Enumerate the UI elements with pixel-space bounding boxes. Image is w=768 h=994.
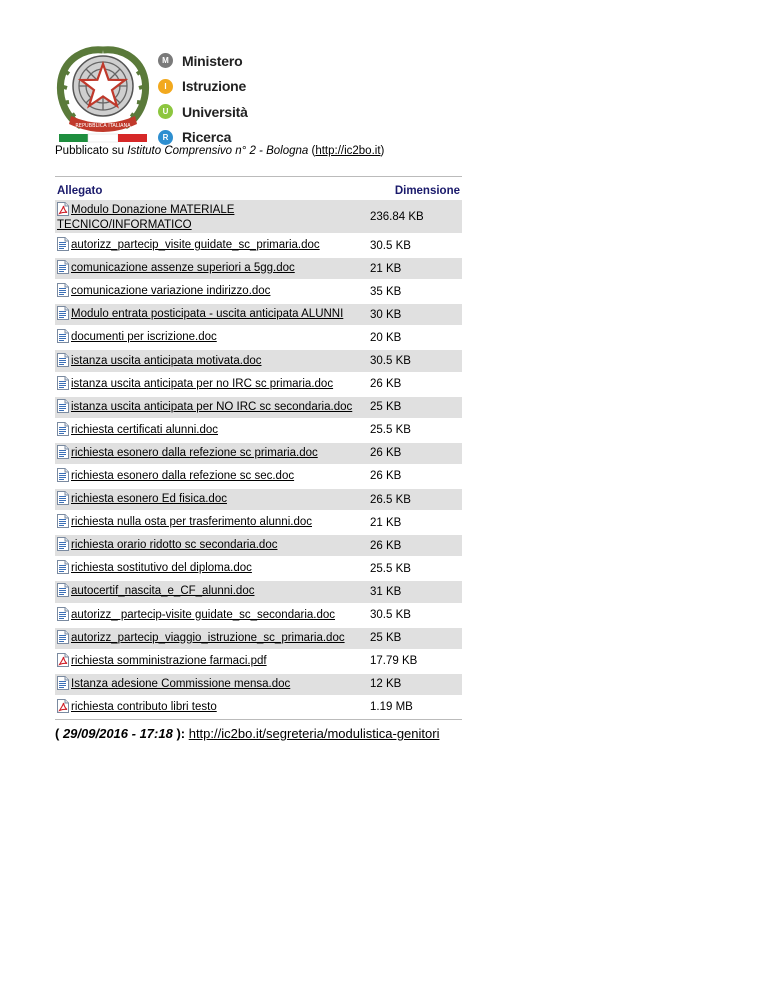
table-row <box>55 281 462 304</box>
table-row <box>55 258 462 281</box>
doc-file-icon <box>57 676 69 693</box>
doc-file-icon <box>57 399 69 416</box>
table-row <box>55 651 462 674</box>
attachment-size: 35 KB <box>364 281 462 304</box>
doc-file-icon <box>57 445 69 462</box>
ministry-word: Ministero <box>182 52 243 69</box>
attachment-cell <box>55 420 364 443</box>
ministry-word: Ricerca <box>182 129 232 146</box>
ministry-bullet-u: U <box>158 104 173 119</box>
doc-file-icon <box>57 514 69 531</box>
attachment-size: 25 KB <box>364 628 462 651</box>
emblem-ribbon-text: REPUBBLICA ITALIANA <box>75 123 131 129</box>
ministry-bullet-i: I <box>158 79 173 94</box>
doc-file-icon <box>57 537 69 554</box>
footer-close: ): <box>172 726 189 741</box>
attachment-size: 1.19 MB <box>364 697 462 720</box>
attachment-link[interactable]: comunicazione assenze superiori a 5gg.doc <box>71 262 295 275</box>
attachment-cell <box>55 327 364 350</box>
bottom-divider <box>55 719 462 720</box>
attachment-link[interactable]: Modulo entrata posticipata - uscita anticipata ALUNNI <box>71 308 344 321</box>
table-row <box>55 327 462 350</box>
published-line <box>55 145 384 157</box>
footer-open: ( <box>55 726 63 741</box>
attachment-cell <box>55 281 364 304</box>
attachment-cell <box>55 697 364 720</box>
attachment-size: 30 KB <box>364 304 462 327</box>
ministry-bullet-r: R <box>158 130 173 145</box>
table-row <box>55 489 462 512</box>
footer-url-link[interactable]: http://ic2bo.it/segreteria/modulistica-genitori <box>188 726 440 741</box>
ministry-bullet-m: M <box>158 53 173 68</box>
attachment-cell <box>55 443 364 466</box>
doc-file-icon <box>57 376 69 393</box>
attachment-size: 17.79 KB <box>364 651 462 674</box>
attachment-link[interactable]: richiesta orario ridotto sc secondaria.doc <box>71 539 278 552</box>
pdf-file-icon <box>57 653 69 670</box>
attachment-cell <box>55 374 364 397</box>
attachment-size: 26.5 KB <box>364 489 462 512</box>
attachment-link[interactable]: autorizz_ partecip-visite guidate_sc_secondaria.doc <box>71 608 336 621</box>
doc-file-icon <box>57 329 69 346</box>
attachment-cell <box>55 605 364 628</box>
published-prefix: Pubblicato su <box>55 145 128 157</box>
attachment-size: 26 KB <box>364 535 462 558</box>
attachment-cell <box>55 558 364 581</box>
ministry-row-universita <box>158 99 248 125</box>
ministry-word: Istruzione <box>182 78 247 95</box>
attachment-cell <box>55 304 364 327</box>
attachment-cell <box>55 235 364 258</box>
attachment-cell <box>55 628 364 651</box>
attachment-link[interactable]: richiesta somministrazione farmaci.pdf <box>71 654 267 667</box>
doc-file-icon <box>57 237 69 254</box>
ministry-word: Università <box>182 103 248 120</box>
table-row <box>55 605 462 628</box>
attachment-link[interactable]: autorizz_partecip_visite guidate_sc_primaria.doc <box>71 239 320 252</box>
top-divider <box>55 176 462 177</box>
table-row <box>55 350 462 373</box>
attachment-size: 25.5 KB <box>364 558 462 581</box>
footer-date: 29/09/2016 - 17:18 <box>62 726 173 741</box>
table-row <box>55 674 462 697</box>
published-open-paren: ( <box>308 145 316 157</box>
attachment-link[interactable]: documenti per iscrizione.doc <box>71 331 217 344</box>
doc-file-icon <box>57 468 69 485</box>
attachment-size: 25.5 KB <box>364 420 462 443</box>
doc-file-icon <box>57 283 69 300</box>
ministry-row-istruzione <box>158 74 248 100</box>
attachment-size: 12 KB <box>364 674 462 697</box>
table-row <box>55 304 462 327</box>
attachment-size: 21 KB <box>364 258 462 281</box>
attachment-link[interactable]: Modulo Donazione MATERIALE TECNICO/INFORMATICO <box>57 204 235 231</box>
attachment-cell <box>55 258 364 281</box>
doc-file-icon <box>57 422 69 439</box>
attachment-link[interactable]: richiesta nulla osta per trasferimento alunni.doc <box>71 516 312 529</box>
doc-file-icon <box>57 560 69 577</box>
table-row <box>55 512 462 535</box>
attachment-link[interactable]: richiesta contributo libri testo <box>71 700 217 713</box>
doc-file-icon <box>57 630 69 647</box>
attachment-link[interactable]: istanza uscita anticipata per NO IRC sc secondaria.doc <box>71 400 353 413</box>
attachment-size: 26 KB <box>364 466 462 489</box>
column-header-attachment: Allegato <box>57 184 103 197</box>
table-row <box>55 443 462 466</box>
attachment-size: 30.5 KB <box>364 605 462 628</box>
doc-file-icon <box>57 260 69 277</box>
attachment-link[interactable]: richiesta esonero Ed fisica.doc <box>71 493 227 506</box>
attachment-size: 26 KB <box>364 374 462 397</box>
table-row <box>55 397 462 420</box>
doc-file-icon <box>57 491 69 508</box>
doc-file-icon <box>57 353 69 370</box>
attachment-cell <box>55 350 364 373</box>
attachment-size: 21 KB <box>364 512 462 535</box>
published-site: Istituto Comprensivo n° 2 - Bologna <box>127 145 309 157</box>
table-row <box>55 374 462 397</box>
footer-line <box>55 726 439 741</box>
attachment-size: 20 KB <box>364 327 462 350</box>
ministry-row-ministero <box>158 48 248 74</box>
attachment-link[interactable]: richiesta esonero dalla refezione sc sec.doc <box>71 469 295 482</box>
doc-file-icon <box>57 306 69 323</box>
doc-file-icon <box>57 607 69 624</box>
table-header-row <box>55 181 462 200</box>
table-row <box>55 235 462 258</box>
ministry-logo <box>158 48 248 150</box>
attachment-cell <box>55 200 364 235</box>
attachment-link[interactable]: istanza uscita anticipata per no IRC sc primaria.doc <box>71 377 334 390</box>
attachment-link[interactable]: richiesta sostitutivo del diploma.doc <box>71 562 252 575</box>
doc-file-icon <box>57 583 69 600</box>
italian-republic-emblem <box>55 44 151 144</box>
attachment-link[interactable]: autorizz_partecip_viaggio_istruzione_sc_primaria.doc <box>71 631 345 644</box>
attachments-body <box>55 200 462 720</box>
attachment-cell <box>55 397 364 420</box>
attachment-link[interactable]: Istanza adesione Commissione mensa.doc <box>71 677 291 690</box>
pdf-file-icon <box>57 202 69 219</box>
attachment-size: 236.84 KB <box>364 200 462 235</box>
published-url-link[interactable]: http://ic2bo.it <box>315 145 381 157</box>
attachment-cell <box>55 489 364 512</box>
header <box>55 44 375 148</box>
attachment-link[interactable]: autocertif_nascita_e_CF_alunni.doc <box>71 585 255 598</box>
table-row <box>55 200 462 235</box>
attachment-size: 30.5 KB <box>364 235 462 258</box>
table-row <box>55 535 462 558</box>
attachment-cell <box>55 674 364 697</box>
attachment-link[interactable]: istanza uscita anticipata motivata.doc <box>71 354 262 367</box>
table-row <box>55 420 462 443</box>
attachment-size: 26 KB <box>364 443 462 466</box>
attachment-size: 25 KB <box>364 397 462 420</box>
attachment-cell <box>55 581 364 604</box>
table-row <box>55 581 462 604</box>
attachment-link[interactable]: richiesta certificati alunni.doc <box>71 423 219 436</box>
attachment-link[interactable]: richiesta esonero dalla refezione sc primaria.doc <box>71 446 318 459</box>
attachment-cell <box>55 535 364 558</box>
attachments-table <box>55 181 462 720</box>
published-close-paren: ) <box>380 145 385 157</box>
attachment-cell <box>55 512 364 535</box>
pdf-file-icon <box>57 699 69 716</box>
attachment-cell <box>55 466 364 489</box>
table-row <box>55 558 462 581</box>
table-row <box>55 628 462 651</box>
attachment-cell <box>55 651 364 674</box>
table-row <box>55 466 462 489</box>
table-row <box>55 697 462 720</box>
attachment-size: 30.5 KB <box>364 350 462 373</box>
attachment-link[interactable]: comunicazione variazione indirizzo.doc <box>71 285 271 298</box>
column-header-size: Dimensione <box>394 184 460 197</box>
attachment-size: 31 KB <box>364 581 462 604</box>
